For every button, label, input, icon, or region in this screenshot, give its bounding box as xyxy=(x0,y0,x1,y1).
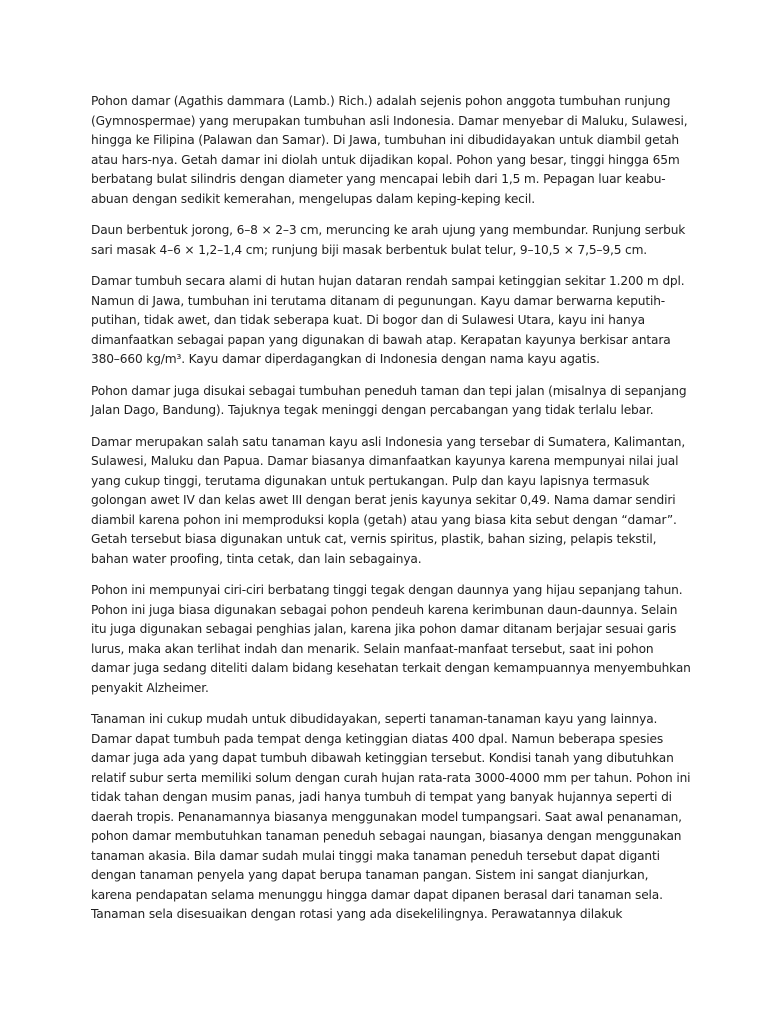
paragraph-habitat: Damar tumbuh secara alami di hutan hujan dataran rendah sampai ketinggian sekitar 1.200 m dpl. Namun di Jawa, tumbuhan ini terutama ditanam di pegunungan. Kayu damar berwarna keputih-putihan, tidak awet, dan tidak seberapa kuat. Di bogor dan di Sulawesi Utara, kayu ini hanya dimanfaatkan sebagai papan yang digunakan di bawah atap. Kerapatan kayunya berkisar antara 380–660 kg/m³. Kayu damar diperdagangkan di Indonesia dengan nama kayu agatis. xyxy=(91,274,685,366)
document-page xyxy=(91,92,691,937)
paragraph-shade-tree: Pohon damar juga disukai sebagai tumbuhan peneduh taman dan tepi jalan (misalnya di sepanjang Jalan Dago, Bandung). Tajuknya tegak meninggi dengan percabangan yang tidak terlalu lebar. xyxy=(91,383,687,417)
paragraph-uses: Damar merupakan salah satu tanaman kayu asli Indonesia yang tersebar di Sumatera, Kalimantan, Sulawesi, Maluku dan Papua. Damar biasanya dimanfaatkan kayunya karena mempunyai nilai jual yang cukup tinggi, terutama digunakan untuk pertukangan. Pulp dan kayu lapisnya termasuk golongan awet IV dan kelas awet III dengan berat jenis kayunya sekitar 0,49. Nama damar sendiri diambil karena pohon ini memproduksi kopla (getah) atau yang biasa kita sebut dengan “damar”. Getah tersebut biasa digunakan untuk cat, vernis spiritus, plastik, bahan sizing, pelapis tekstil, bahan water proofing, tinta cetak, dan lain sebagainya. xyxy=(91,434,686,566)
paragraph-intro: Pohon damar (Agathis dammara (Lamb.) Rich.) adalah sejenis pohon anggota tumbuhan runjung (Gymnospermae) yang merupakan tumbuhan asli Indonesia. Damar menyebar di Maluku, Sulawesi, hingga ke Filipina (Palawan dan Samar). Di Jawa, tumbuhan ini dibudidayakan untuk diambil getah atau hars-nya. Getah damar ini diolah untuk dijadikan kopal. Pohon yang besar, tinggi hingga 65m berbatang bulat silindris dengan diameter yang mencapai lebih dari 1,5 m. Pepagan luar keabu-abuan dengan sedikit kemerahan, mengelupas dalam keping-keping kecil. xyxy=(91,94,688,206)
paragraph-characteristics: Pohon ini mempunyai ciri-ciri berbatang tinggi tegak dengan daunnya yang hijau sepanjang tahun. Pohon ini juga biasa digunakan sebagai pohon pendeuh karena kerimbunan daun-daunnya. Selain itu juga digunakan sebagai penghias jalan, karena jika pohon damar ditanam berjajar sesuai garis lurus, maka akan terlihat indah dan menarik. Selain manfaat-manfaat tersebut, saat ini pohon damar juga sedang diteliti dalam bidang kesehatan terkait dengan kemampuannya menyembuhkan penyakit Alzheimer. xyxy=(91,583,691,695)
paragraph-cultivation: Tanaman ini cukup mudah untuk dibudidayakan, seperti tanaman-tanaman kayu yang lainnya. Damar dapat tumbuh pada tempat denga ketinggian diatas 400 dpal. Namun beberapa spesies damar juga ada yang dapat tumbuh dibawah ketinggian tersebut. Kondisi tanah yang dibutuhkan relatif subur serta memiliki solum dengan curah hujan rata-rata 3000-4000 mm per tahun. Pohon ini tidak tahan dengan musim panas, jadi hanya tumbuh di tempat yang banyak hujannya seperti di daerah tropis. Penanamannya biasanya menggunakan model tumpangsari. Saat awal penanaman, pohon damar membutuhkan tanaman peneduh sebagai naungan, biasanya dengan menggunakan tanaman akasia. Bila damar sudah mulai tinggi maka tanaman peneduh tersebut dapat diganti dengan tanaman penyela yang dapat berupa tanaman pangan. Sistem ini sangat dianjurkan, karena pendapatan selama menunggu hingga damar dapat dipanen berasal dari tanaman sela. Tanaman sela disesuaikan dengan rotasi yang ada disekelilingnya. Perawatannya dilakuk xyxy=(91,712,691,921)
paragraph-leaves: Daun berbentuk jorong, 6–8 × 2–3 cm, meruncing ke arah ujung yang membundar. Runjung serbuk sari masak 4–6 × 1,2–1,4 cm; runjung biji masak berbentuk bulat telur, 9–10,5 × 7,5–9,5 cm. xyxy=(91,223,686,257)
